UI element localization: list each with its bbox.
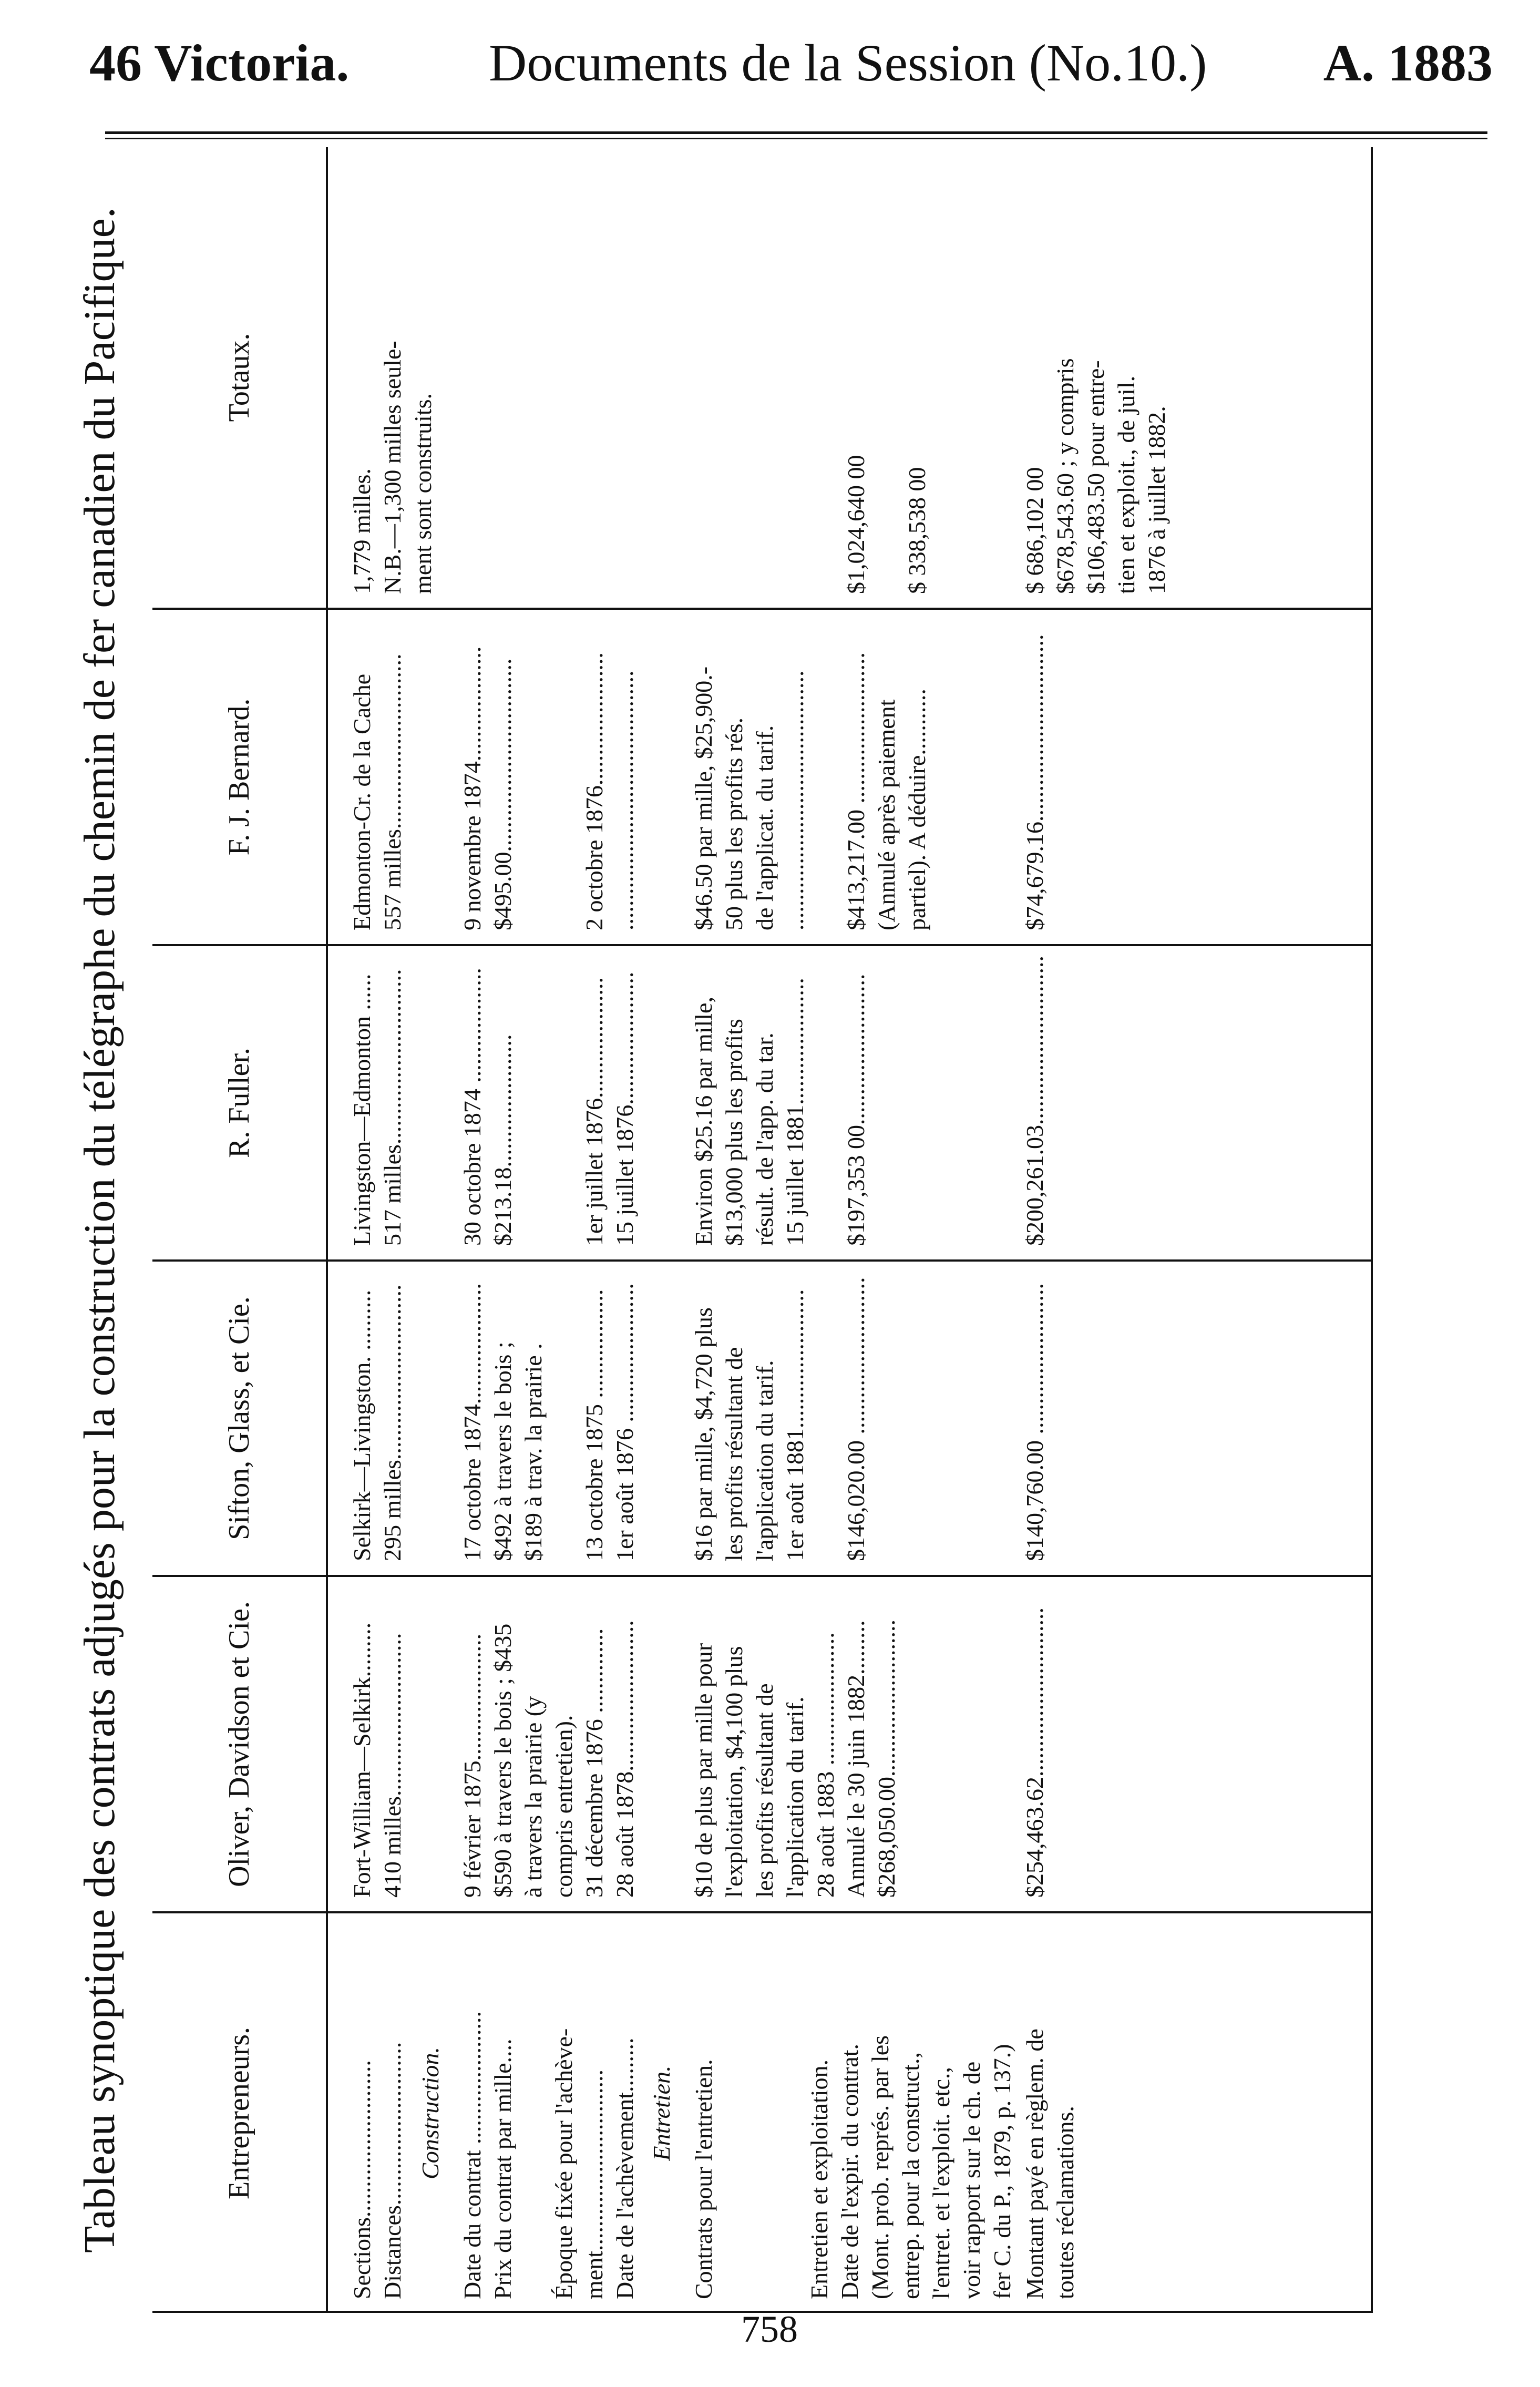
synoptic-table xyxy=(152,147,1487,2313)
header-left: 46 Victoria. xyxy=(89,34,350,92)
contractor-construction: 30 octobre 1874 ................... $213.18...................... 1er juillet 1876.................... 15 juillet 1876...................... xyxy=(459,968,638,1246)
header-right: A. 1883 xyxy=(1323,34,1493,92)
contractor-column-sifton xyxy=(152,1262,1372,1575)
rotated-table-page xyxy=(68,147,1487,2313)
sections-label: Sections.......................... Distances........................... xyxy=(348,2042,406,2299)
header-center: Documents de la Session (No.10.) xyxy=(489,34,1207,92)
contractor-name: Oliver, Davidson et Cie. xyxy=(223,1601,255,1887)
contractor-montant: $200,261.03............................ xyxy=(1021,956,1048,1246)
construction-labels: Date du contrat ...................... Prix du contrat par mille.... Époque fixée pour l'achève- ment.............................. Date de l'achèvement......... xyxy=(459,2011,638,2299)
totals-montant: $ 686,102 00 $678,543.60 ; y compris $106,483.50 pour entre- tien et exploit., de juil. 1876 à juillet 1882. xyxy=(1021,358,1170,594)
contractor-column-fuller xyxy=(152,946,1372,1259)
totals-header: Totaux. xyxy=(223,333,255,422)
contractor-sections: Fort-William—Selkirk......... 410 milles........................... xyxy=(348,1622,406,1898)
page-number: 758 xyxy=(741,2308,798,2350)
totals-sections: 1,779 milles. N.B.—1,300 milles seule- ment sont construits. xyxy=(348,341,436,594)
header-rule xyxy=(105,131,1487,134)
entretien-exploitation-labels: Entretien et exploitation. Date de l'expir. du contrat. (Mont. prob. représ. par les entrep. pour la construct., l'entret. et l'exploit. etc., voir rapport sur le ch. de fer C. du P., 1879, p. 137.) xyxy=(806,2035,1015,2299)
contractor-entretien: Environ $25.16 par mille, $13,000 plus les profits résult. de l'app. du tar. 15 juillet 1881..................... $197,353 00......................... xyxy=(690,974,869,1246)
montant-label: Montant payé en règlem. de toutes réclamations. xyxy=(1021,2029,1079,2299)
contractor-name: Sifton, Glass, et Cie. xyxy=(223,1296,255,1540)
contractor-montant: $74,679.16............................... xyxy=(1021,634,1048,930)
labels-column xyxy=(152,1913,1372,2313)
contractor-sections: Selkirk—Livingston. .......... 295 milles............................. xyxy=(348,1284,406,1561)
table-title: Tableau synoptique des contrats adjugés pour la construction du télégraphe du chemin de fer canadien du Pacifique. xyxy=(75,207,124,2253)
contractor-sections: Livingston—Edmonton ...... 517 milles............................. xyxy=(348,969,406,1246)
totals-column xyxy=(152,147,1372,608)
label-column-header: Entrepreneurs. xyxy=(223,2026,255,2200)
contractor-name: F. J. Bernard. xyxy=(223,698,255,856)
contractor-montant: $140,760.00 ......................... xyxy=(1021,1283,1048,1561)
construction-heading: Construction. xyxy=(417,2047,444,2179)
contractor-construction: 17 octobre 1874.................... $492 à travers le bois ; $189 à trav. la prairie . 13 octobre 1875 .................. 1er août 1876 ....................... xyxy=(459,1283,638,1561)
header-rule-thin xyxy=(105,138,1487,139)
page-header xyxy=(0,0,1540,121)
contractor-construction: 9 novembre 1874................... $495.00................................ 2 octobre 1876...................... ........................................... xyxy=(459,646,638,930)
contractor-sections: Edmonton-Cr. de la Cache 557 milles............................. xyxy=(348,653,406,930)
contractor-entretien: $10 de plus par mille pour l'exploitation, $4,100 plus les profits résultant de l'application du tarif. 28 août 1883 ...................... Annulé le 30 juin 1882......... $268,050.00.......................... xyxy=(690,1620,900,1898)
contractor-column-bernard xyxy=(152,610,1372,944)
entretien-heading: Entretien. xyxy=(648,2065,675,2161)
totals-entretien: $1,024,640 00 $ 338,538 00 xyxy=(843,455,930,594)
contractor-name: R. Fuller. xyxy=(223,1047,255,1159)
contractor-entretien: $46.50 par mille, $25,900.- 50 plus les profits rés. de l'applicat. du tarif. ........................................... $413,217.00 ......................... (Annulé après paiement partiel). A déduire........... xyxy=(690,652,930,930)
contractor-column-oliver xyxy=(152,1577,1372,1911)
entretien-label: Contrats pour l'entretien. xyxy=(690,2059,717,2299)
contractor-construction: 9 février 1875..................... $590 à travers le bois ; $435 à travers la prairie (y compris entretien). 31 décembre 1876 .............. 28 août 1878......................... xyxy=(459,1620,638,1898)
contractor-montant: $254,463.62............................ xyxy=(1021,1607,1048,1898)
contractor-entretien: $16 par mille, $4,720 plus les profits résultant de l'application du tarif. 1er août 1881....................... $146,020.00 .......................... xyxy=(690,1277,869,1561)
